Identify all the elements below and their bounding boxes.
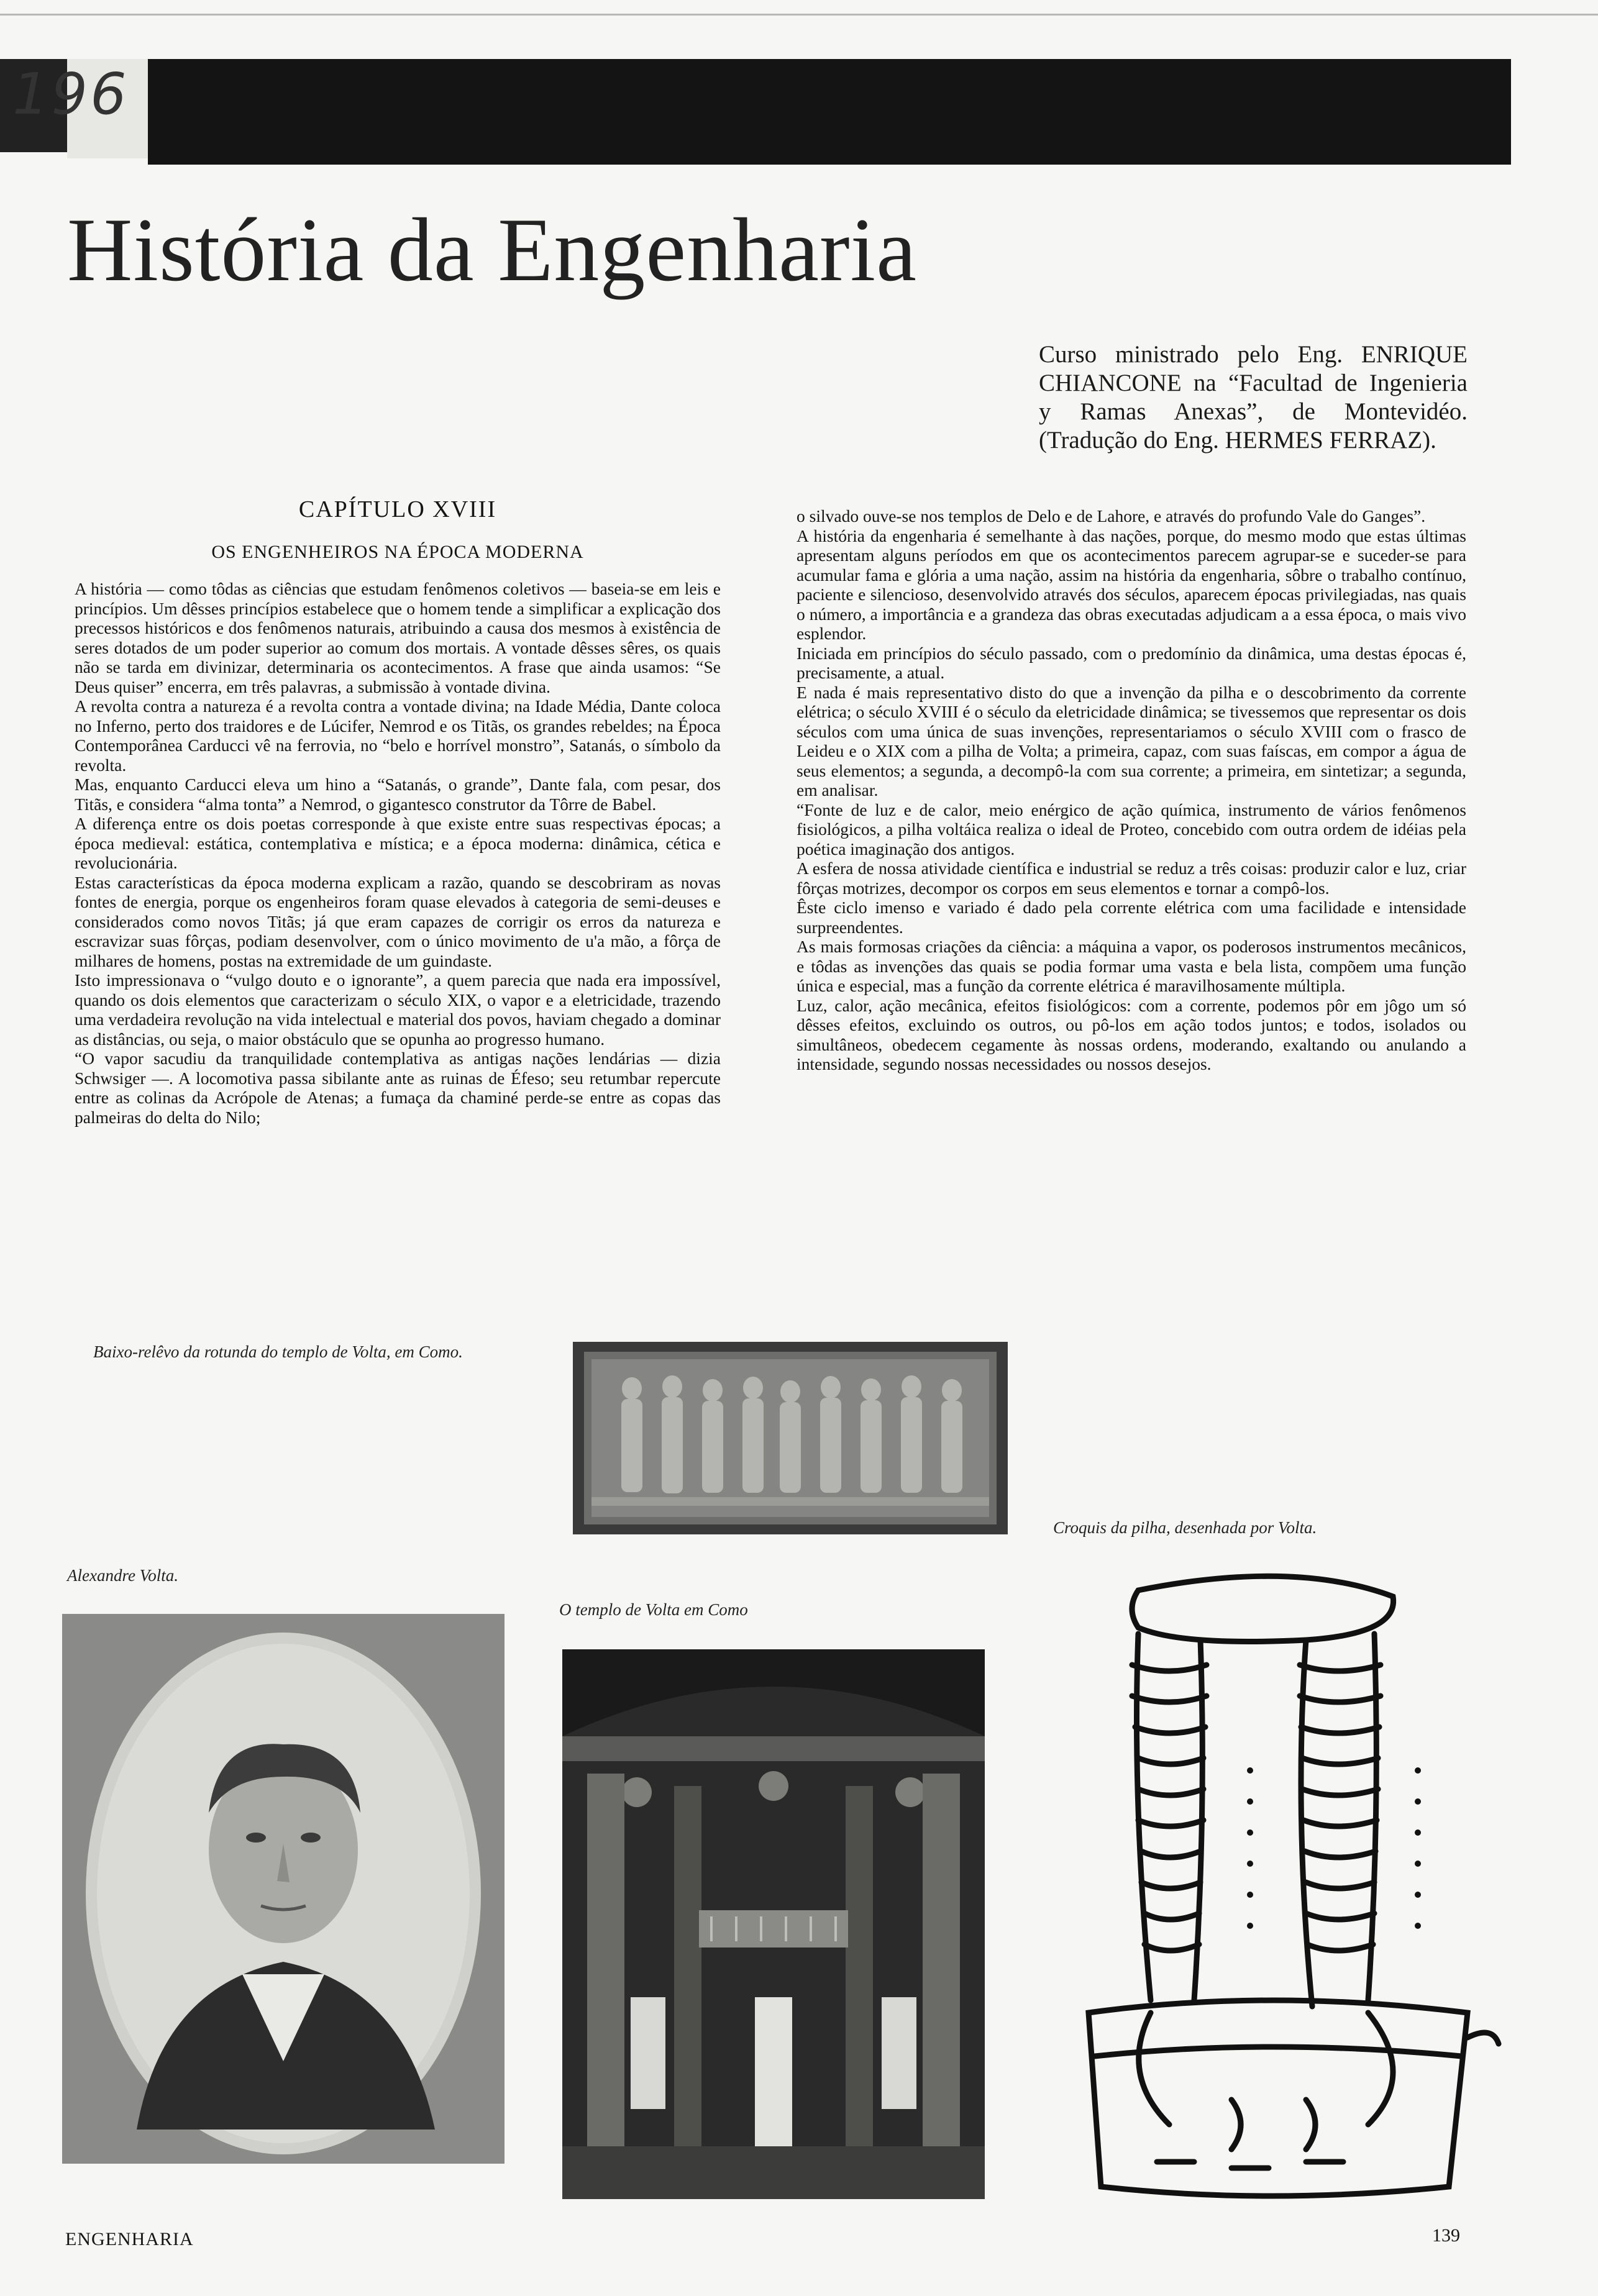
paragraph: o silvado ouve-se nos templos de Delo e de Lahore, e através do profundo Vale do Ganges”. — [797, 506, 1426, 526]
credit-line: CHIANCONE na “Facultad de Ingenieria — [1039, 370, 1468, 396]
paragraph: A revolta contra a natureza é a revolta contra a vontade divina; na Idade Média, Dante coloca no Inferno, perto dos traidores e de Lúcifer, Nemrod e os Titãs, os grandes rebeldes; na Época Contemporânea Carducci vê na ferrovia, no “belo e horrível monstro”, Satanás, o símbolo da revolta. — [75, 696, 721, 775]
paragraph: A diferença entre os dois poetas corresponde à que existe entre suas respectivas épocas; a época medieval: estática, contemplativa e mística; e a época moderna: dinâmica, cética e revolucionária. — [75, 814, 721, 872]
handwritten-page-number: 196 — [12, 61, 129, 127]
header-bar — [148, 59, 1511, 165]
paragraph: As mais formosas criações da ciência: a máquina a vapor, os poderosos instrumentos mecânicos, e tôdas as invenções das quais se podia formar uma vasta e bela lista, compõem uma função única e especial, mas a função da corrente elétrica é maravilhosamente múltipla. — [797, 937, 1466, 995]
paragraph: “Fonte de luz e de calor, meio enérgico de ação química, instrumento de vários fenômenos fisiológicos, a pilha voltáica realiza o ideal de Proteo, concebido com outra ordem de idéias pela poética imaginação dos antigos. — [797, 800, 1466, 859]
credit-line: y Ramas Anexas”, de Montevidéo. — [1039, 398, 1468, 425]
paragraph: A esfera de nossa atividade científica e industrial se reduz a três coisas: produzir calor e luz, criar fôrças motrizes, decompor os corpos em seus elementos e tornar a compô-los. — [797, 859, 1466, 898]
footer-page-number: 139 — [1432, 2225, 1460, 2246]
paragraph: “O vapor sacudiu da tranquilidade contemplativa as antigas nações lendárias — dizia Schwsiger —. A locomotiva passa sibilante ante as ruinas de Éfeso; seu retumbar repercute entre as colinas da Acrópole de Atenas; a fumaça da chaminé perde-se entre as copas das palmeiras do delta do Nilo; — [75, 1049, 721, 1127]
volta-temple-photo — [562, 1649, 985, 2199]
paragraph: Êste ciclo imenso e variado é dado pela corrente elétrica com uma facilidade e intensidade surpreendentes. — [797, 898, 1466, 937]
paragraph: Iniciada em princípios do século passado, com o predomínio da dinâmica, uma destas épocas é, precisamente, a atual. — [797, 643, 1466, 682]
volta-portrait-photo — [62, 1614, 505, 2164]
course-credit — [1039, 340, 1468, 455]
section-heading: OS ENGENHEIROS NA ÉPOCA MODERNA — [211, 541, 584, 562]
right-column — [797, 506, 1466, 1074]
left-column — [75, 496, 721, 1127]
paragraph: Luz, calor, ação mecânica, efeitos fisiológicos: com a corrente, podemos pôr em jôgo um só dêsses efeitos, excluindo os outros, ou pô-los em ação todos juntos; e todos, isolados ou simultâneos, obedecem cegamente às nossas ordens, moderando, exaltando ou anulando a intensidade, segundo nossas necessidades ou nossos desejos. — [797, 995, 1466, 1073]
credit-line: Curso ministrado pelo Eng. ENRIQUE — [1039, 341, 1468, 368]
paragraph: Estas características da época moderna explicam a razão, quando se descobriram as novas fontes de energia, porque os engenheiros foram quase elevados à categoria de semi-deuses e considerados como novos Titãs; já que eram capazes de corrigir os erros da natureza e escravizar suas fôrças, podiam desenvolver, com o único movimento de u'a mão, a fôrça de milhares de homens, postas na extremidade de um guindaste. — [75, 872, 721, 970]
footer-magazine-name: ENGENHARIA — [65, 2229, 194, 2249]
paragraph: Isto impressionava o “vulgo douto e o ignorante”, a quem parecia que nada era impossível, quando os dois elementos que caracterizam o século XIX, o vapor e a eletricidade, trazendo uma verdadeira revolução na vida intelectual e material dos povos, haviam chegado a dominar as distâncias, ou seja, o maior obstáculo que se opunha ao progresso humano. — [75, 970, 721, 1049]
paragraph: A história — como tôdas as ciências que estudam fenômenos coletivos — baseia-se em leis e princípios. Um dêsses princípios estabelece que o homem tende a simplificar a explicação dos precessos históricos e dos fenômenos naturais, atribuindo a causa dos mesmos à existência de seres dotados de um poder superior ao comum dos mortais. A vontade dêsses sêres, os quais não se tarda em divinizar, determinaria os acontecimentos. A frase que ainda usamos: “Se Deus quiser” encerra, em três palavras, a submissão à vontade divina. — [75, 579, 721, 696]
bas-relief-photo — [573, 1342, 1008, 1534]
credit-line: (Tradução do Eng. HERMES FERRAZ). — [1039, 427, 1436, 453]
paragraph: A história da engenharia é semelhante à das nações, porque, do mesmo modo que estas últimas apresentam alguns períodos em que os acontecimentos parecem agrupar-se e suceder-se para acumular fama e glória a uma nação, assim na história da engenharia, sôbre o trabalho contínuo, paciente e silencioso, desenvolvido através dos séculos, aparecem épocas privilegiadas, nas quais o número, a importância e a grandeza das obras executadas adjudicam a a essa época, o mais vivo esplendor. — [797, 526, 1466, 643]
caption-relief: Baixo-relêvo da rotunda do templo de Volta, em Como. — [93, 1342, 463, 1361]
voltaic-pile-sketch — [1045, 1565, 1505, 2212]
article-title: História da Engenharia — [67, 199, 917, 300]
paragraph: Mas, enquanto Carducci eleva um hino a “Satanás, o grande”, Dante fala, com pesar, dos Titãs, e considera “alma tonta” a Nemrod, o gigantesco construtor da Tôrre de Babel. — [75, 775, 721, 814]
caption-temple: O templo de Volta em Como — [559, 1600, 748, 1619]
caption-volta-portrait: Alexandre Volta. — [67, 1566, 178, 1585]
scan-edge-line — [0, 14, 1598, 16]
caption-pile-sketch: Croquis da pilha, desenhada por Volta. — [1053, 1518, 1317, 1537]
chapter-heading: CAPÍTULO XVIII — [298, 496, 497, 522]
paragraph: E nada é mais representativo disto do que a invenção da pilha e o descobrimento da corrente elétrica; o século XVIII é o século da eletricidade dinâmica; se tivessemos que representar os dois séculos com uma única de suas invenções, representariamos o século XVIII com o frasco de Leideu e o XIX com a pilha de Volta; a primeira, capaz, com suas faíscas, em compor a água de seus elementos; a segunda, a decompô-la com sua corrente; a primeira, em sintetizar; a segunda, em analisar. — [797, 682, 1466, 800]
